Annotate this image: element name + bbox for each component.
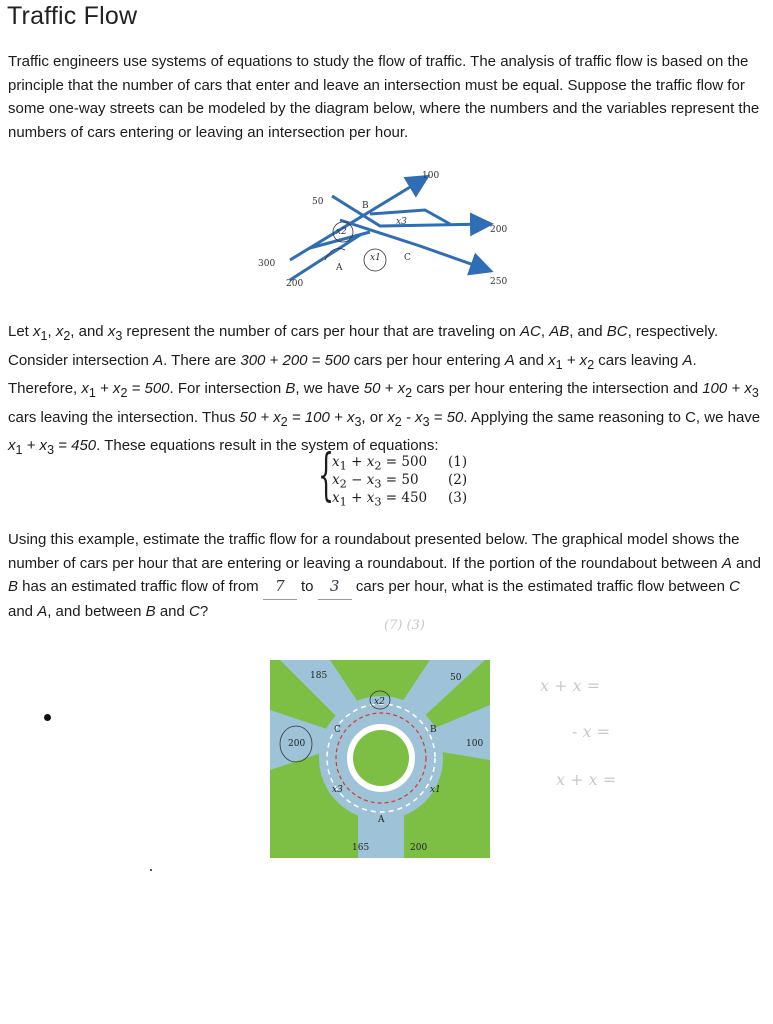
node-c: C [404,253,411,263]
equation-2: $x_2 - x_3 = 50$ (2) [332,472,468,491]
label-250: 250 [490,277,508,287]
margin-note-1: x + x = [540,676,601,695]
street-arrows [290,178,488,280]
roundabout-diagram [270,660,490,858]
label-100: 100 [422,171,440,181]
label-200-right: 200 [490,225,508,235]
var-x2: x2 [374,697,385,707]
roundabout-island [353,730,409,786]
label-300: 300 [258,259,276,269]
label-200-left: 200 [286,279,304,289]
label-185: 185 [310,671,328,681]
node-a: A [336,263,343,273]
var-x3: x3 [396,217,407,227]
equation-3: $x_1 + x_3 = 450$ (3) [332,490,468,509]
hand-circles [325,222,386,271]
var-x1: x1 [370,253,381,263]
label-50: 50 [312,197,324,207]
traffic-diagram-1 [250,160,520,300]
answer-blank-2[interactable]: 3 [318,575,352,600]
margin-note-3: x + x = [556,770,617,789]
page-title: Traffic Flow [7,2,138,30]
node-a: A [378,815,385,825]
answer-blank-1[interactable]: 7 [263,575,297,600]
explanation-paragraph: Let $x_1$, $x_2$, and $x_3$ represent the number of cars per hour that are traveling on AC, AB, and BC, respectively. Consider intersection A. There are 300 + 200 = 500 cars per hour entering A and $x_1 + x_2$ cars leaving A. Therefore, $x_1 + x_2 = 500$. For intersection B, we have $50 + x_2$ cars per hour entering the intersection and $100 + x_3$ cars leaving the intersection. Thus $50 + x_2 = 100 + x_3$, or $x_2 - x_3 = 50$. Applying the same reasoning to C, we have $x_1 + x_3 = 450$. These equations result in the system of equations: [8,323,761,457]
node-c: C [334,725,341,735]
system-brace: { [318,443,335,508]
bullet-dot [44,714,51,721]
label-200-bottom: 200 [410,843,428,853]
question-paragraph: Using this example, estimate the traffic flow for a roundabout presented below. The graphical model shows the number of cars per hour that are entering or leaving a roundabout. If the portion of the roundabout between A and B has an estimated traffic flow of from 7 to 3 cars per hour, what is the estimated traffic flow between C and A, and between B and C? [8,531,762,620]
label-200-left: 200 [288,739,306,749]
var-x2: x2 [336,227,347,237]
equation-1: $x_1 + x_2 = 500$ (1) [332,454,468,473]
node-b: B [362,201,369,211]
stray-dot [150,869,152,871]
equation-system [318,443,468,512]
faint-note: (7) (3) [384,618,425,633]
label-165: 165 [352,843,370,853]
label-50: 50 [450,673,462,683]
label-100: 100 [466,739,484,749]
margin-note-2: - x = [572,722,611,741]
intro-paragraph: Traffic engineers use systems of equations to study the flow of traffic. The analysis of traffic flow is based on the principle that the number of cars that enter and leave an intersection must be equal. Suppose the traffic flow for some one-way streets can be modeled by the diagram below, where the numbers and the variables represent the numbers of cars entering or leaving an intersection per hour. [8,53,760,141]
node-b: B [430,725,437,735]
var-x1: x1 [430,785,441,795]
var-x3: x3 [332,785,343,795]
